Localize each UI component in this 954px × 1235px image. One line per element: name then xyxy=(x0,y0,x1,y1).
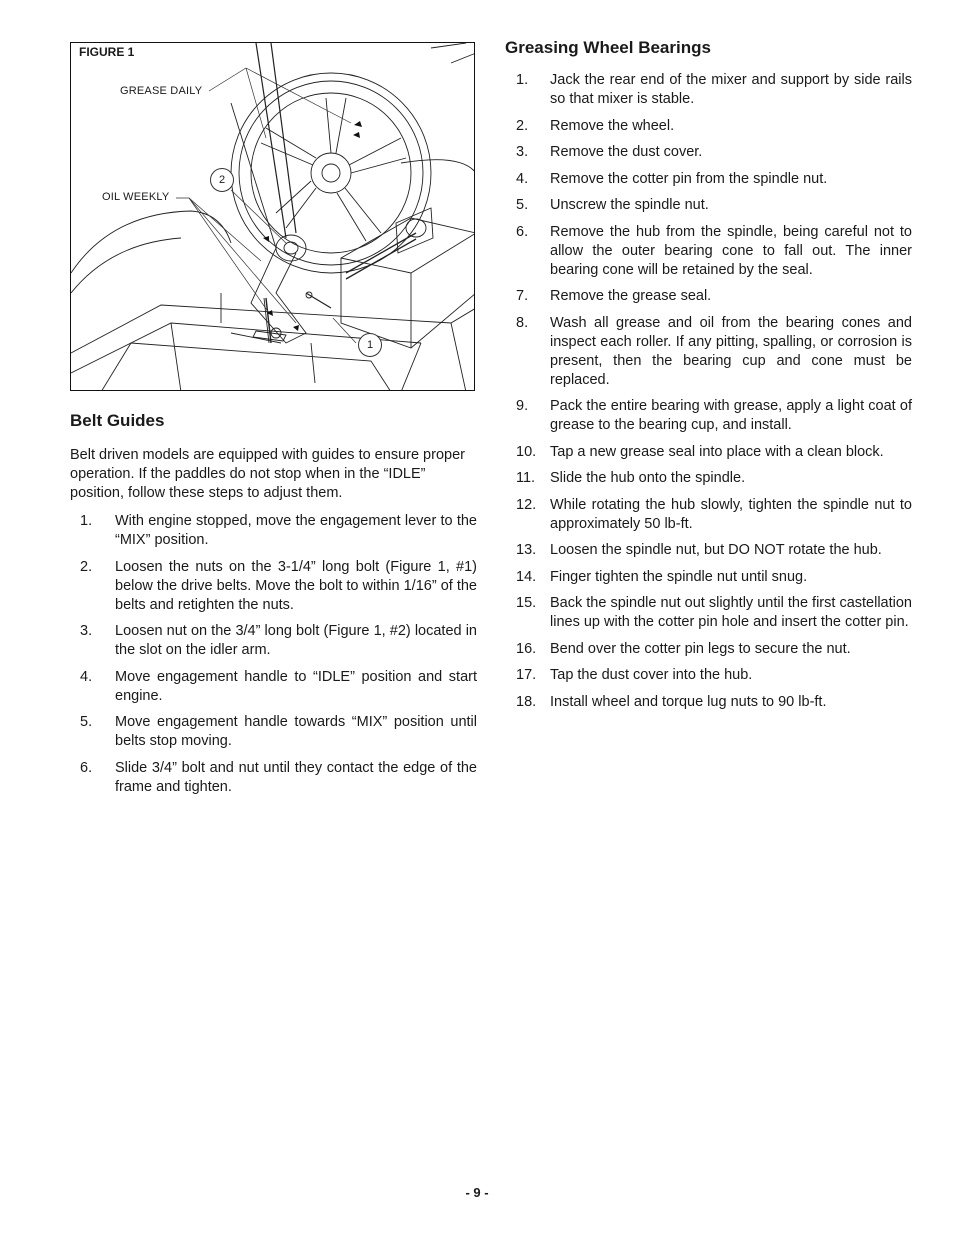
step-number: 10. xyxy=(516,443,537,460)
step-text: Move engagement handle towards “MIX” position until belts stop moving. xyxy=(115,714,477,749)
grease-daily-callout: GREASE DAILY xyxy=(120,85,203,97)
list-item xyxy=(80,759,477,797)
step-text: Tap the dust cover into the hub. xyxy=(550,667,753,683)
list-item xyxy=(516,287,912,306)
belt-guides-intro: Belt driven models are equipped with guides to ensure proper operation. If the paddles do not stop when in the “IDLE” position, follow these steps to adjust them. xyxy=(70,447,465,501)
step-number: 5. xyxy=(516,197,529,213)
list-item xyxy=(516,469,912,488)
list-item xyxy=(516,640,912,659)
step-text: Wash all grease and oil from the bearing cones and inspect each roller. If any pitting, spalling, or corrosion is present, then the bearing cup and cone must be replaced. xyxy=(550,314,912,388)
step-text: Finger tighten the spindle nut until snug. xyxy=(550,568,808,585)
step-number: 16. xyxy=(516,640,537,657)
step-text: Install wheel and torque lug nuts to 90 lb-ft. xyxy=(550,693,827,710)
step-number: 11. xyxy=(516,470,536,486)
step-text: While rotating the hub slowly, tighten the spindle nut to approximately 50 lb-ft. xyxy=(550,496,912,532)
step-text: Bend over the cotter pin legs to secure the nut. xyxy=(550,640,851,657)
step-number: 1. xyxy=(80,513,93,529)
list-item xyxy=(80,622,477,660)
step-number: 13. xyxy=(516,542,537,558)
list-item xyxy=(516,143,912,162)
list-item xyxy=(516,71,912,109)
list-item xyxy=(80,668,477,706)
greasing-heading: Greasing Wheel Bearings xyxy=(505,38,711,57)
figure-label: FIGURE 1 xyxy=(79,45,135,59)
step-number: 3. xyxy=(80,623,93,639)
step-number: 3. xyxy=(516,144,529,160)
step-number: 8. xyxy=(516,314,529,331)
step-number: 9. xyxy=(516,398,529,414)
belt-guides-heading: Belt Guides xyxy=(70,411,165,430)
step-text: Remove the hub from the spindle, being careful not to allow the outer bearing cone to fall out. The inner bearing cone will be retained by the seal. xyxy=(550,223,912,278)
step-text: Remove the wheel. xyxy=(550,117,675,134)
step-number: 4. xyxy=(516,170,529,187)
list-item xyxy=(516,223,912,280)
list-item xyxy=(516,496,912,534)
callout-number-1: 1 xyxy=(358,333,382,357)
step-number: 6. xyxy=(80,759,93,776)
step-number: 14. xyxy=(516,568,537,585)
step-number: 1. xyxy=(516,72,529,88)
step-number: 15. xyxy=(516,595,537,611)
list-item xyxy=(516,541,912,560)
step-number: 18. xyxy=(516,693,537,710)
step-text: Unscrew the spindle nut. xyxy=(550,197,709,213)
step-number: 5. xyxy=(80,714,93,730)
step-number: 2. xyxy=(516,117,529,134)
step-number: 2. xyxy=(80,558,93,575)
list-item xyxy=(516,568,912,587)
list-item xyxy=(516,117,912,136)
step-number: 7. xyxy=(516,288,529,304)
figure-1 xyxy=(70,42,475,391)
step-text: Pack the entire bearing with grease, apply a light coat of grease to the bearing cup, and install. xyxy=(550,398,912,433)
belt-guides-steps xyxy=(80,512,477,804)
step-text: With engine stopped, move the engagement lever to the “MIX” position. xyxy=(115,513,477,548)
step-text: Remove the dust cover. xyxy=(550,144,703,160)
step-text: Jack the rear end of the mixer and support by side rails so that mixer is stable. xyxy=(550,72,912,107)
list-item xyxy=(516,594,912,632)
step-number: 12. xyxy=(516,496,537,513)
step-number: 17. xyxy=(516,667,537,683)
step-text: Slide the hub onto the spindle. xyxy=(550,470,746,486)
step-text: Remove the grease seal. xyxy=(550,288,712,304)
step-number: 4. xyxy=(80,668,93,685)
list-item xyxy=(516,693,912,712)
list-item xyxy=(80,512,477,550)
oil-weekly-callout: OIL WEEKLY xyxy=(102,191,170,203)
step-text: Remove the cotter pin from the spindle nut. xyxy=(550,170,828,187)
list-item xyxy=(516,443,912,462)
step-text: Tap a new grease seal into place with a clean block. xyxy=(550,443,884,460)
list-item xyxy=(516,196,912,215)
list-item xyxy=(80,558,477,615)
greasing-steps xyxy=(516,71,912,719)
list-item xyxy=(516,314,912,390)
list-item xyxy=(516,397,912,435)
step-text: Back the spindle nut out slightly until the first castellation lines up with the cotter pin hole and insert the cotter pin. xyxy=(550,595,912,630)
step-text: Loosen the spindle nut, but DO NOT rotate the hub. xyxy=(550,542,882,558)
step-text: Loosen the nuts on the 3-1/4” long bolt (Figure 1, #1) below the drive belts. Move the bolt to within 1/16” of the belts and retighten the nuts. xyxy=(115,558,477,613)
page-number: - 9 - xyxy=(465,1185,489,1200)
step-text: Move engagement handle to “IDLE” position and start engine. xyxy=(115,668,477,704)
step-text: Slide 3/4” bolt and nut until they contact the edge of the frame and tighten. xyxy=(115,759,477,795)
step-text: Loosen nut on the 3/4” long bolt (Figure 1, #2) located in the slot on the idler arm. xyxy=(115,623,477,658)
callout-number-2: 2 xyxy=(210,168,234,192)
list-item xyxy=(80,713,477,751)
step-number: 6. xyxy=(516,223,529,240)
list-item xyxy=(516,666,912,685)
list-item xyxy=(516,170,912,189)
